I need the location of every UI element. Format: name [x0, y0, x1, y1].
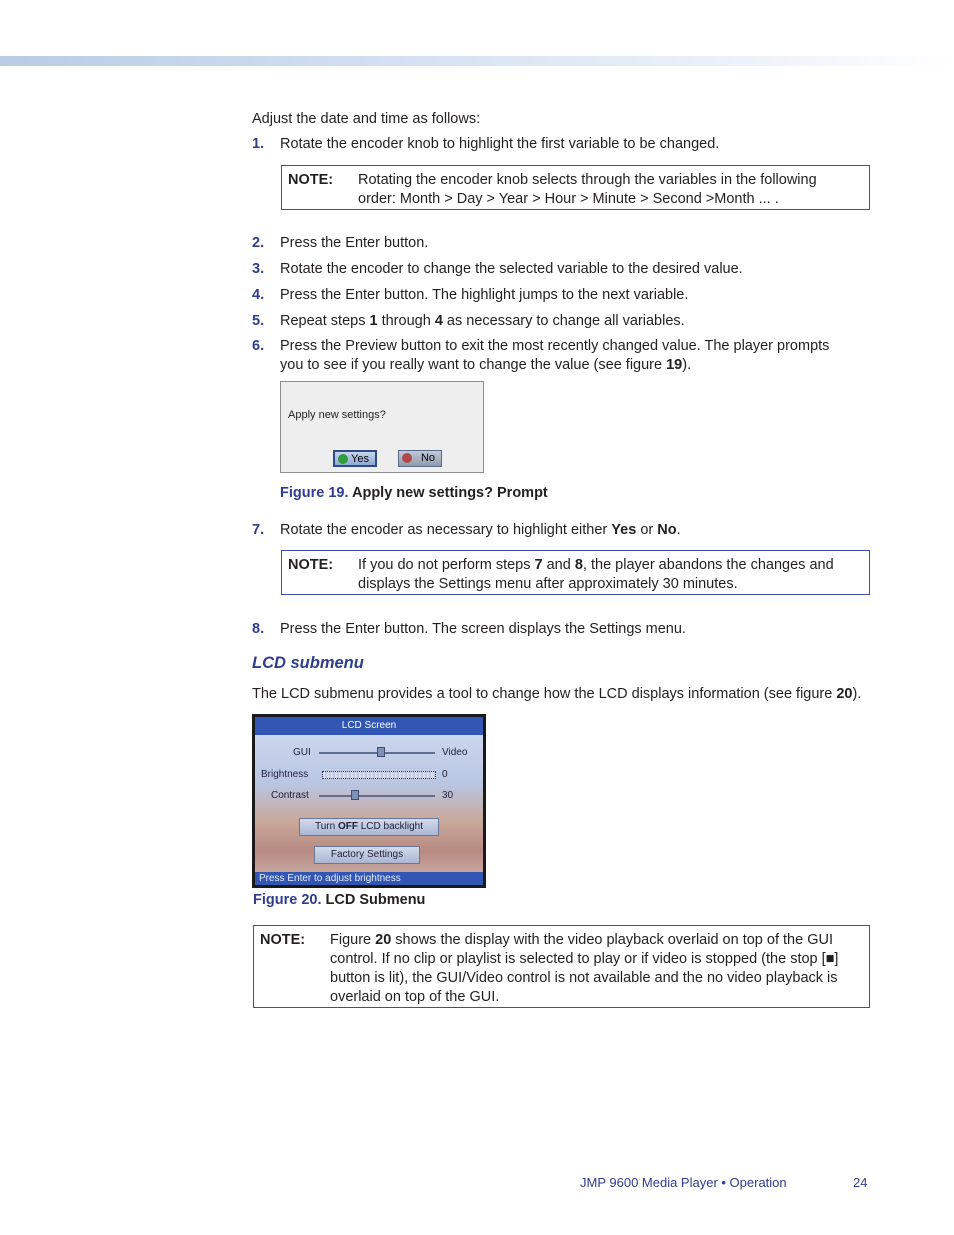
step-text: Press the Enter button. The highlight jumps to the next variable.: [280, 287, 689, 303]
note-line: If you do not perform steps 7 and 8, the player abandons the changes and: [358, 557, 834, 573]
contrast-label: Contrast: [271, 790, 309, 801]
header-band: [0, 56, 954, 66]
step-number: 1.: [252, 136, 265, 152]
lcd-status-bar: Press Enter to adjust brightness: [255, 872, 483, 885]
factory-settings-button[interactable]: Factory Settings: [314, 846, 420, 864]
yes-label: Yes: [351, 453, 369, 465]
note-line: Figure 20 shows the display with the video playback overlaid on top of the GUI: [330, 932, 833, 948]
checkmark-icon: [338, 454, 348, 464]
intro-text: Adjust the date and time as follows:: [252, 111, 481, 127]
note-line: order: Month > Day > Year > Hour > Minute > Second >Month ... .: [358, 191, 779, 207]
step-text: Press the Preview button to exit the most recently changed value. The player prompts you to see if you really want to change the value (see figure 19).: [280, 338, 830, 373]
step-number: 2.: [252, 235, 265, 251]
step-number: 3.: [252, 261, 265, 277]
note-body: [358, 556, 834, 594]
figure-number: Figure 19.: [280, 485, 349, 501]
contrast-value: 30: [442, 790, 454, 801]
note-box-2: [281, 550, 870, 595]
note-box-1: [281, 165, 870, 210]
note-line: overlaid on top of the GUI.: [330, 989, 500, 1005]
cancel-icon: [402, 453, 412, 463]
dialog-prompt: Apply new settings?: [288, 409, 386, 421]
lcd-title: LCD Screen: [341, 720, 397, 731]
step-text: Press the Enter button.: [280, 235, 429, 251]
section-heading: LCD submenu: [252, 654, 364, 672]
step-number: 8.: [252, 621, 265, 637]
note-label: NOTE:: [288, 557, 334, 573]
no-button[interactable]: [398, 450, 442, 467]
gui-label: GUI: [293, 747, 311, 758]
step-text: Press the Enter button. The screen displays the Settings menu.: [280, 621, 686, 637]
lcd-screen: [252, 714, 486, 888]
contrast-slider-track[interactable]: [319, 795, 435, 797]
step-text: Rotate the encoder as necessary to highlight either Yes or No.: [280, 522, 681, 538]
brightness-value: 0: [442, 769, 448, 780]
section-paragraph: The LCD submenu provides a tool to change how the LCD displays information (see figure 20).: [252, 686, 862, 702]
step-number: 6.: [252, 338, 265, 354]
note-line: button is lit), the GUI/Video control is not available and the no video playback is: [330, 970, 838, 986]
footer-title: JMP 9600 Media Player • Operation: [580, 1175, 787, 1190]
page-number: 24: [853, 1175, 868, 1190]
step-text: Rotate the encoder knob to highlight the first variable to be changed.: [280, 136, 720, 152]
note-label: NOTE:: [260, 932, 306, 948]
yes-button[interactable]: [333, 450, 377, 467]
note-label: NOTE:: [288, 172, 334, 188]
backlight-button[interactable]: Turn OFF LCD backlight: [299, 818, 439, 836]
figure-title: Apply new settings? Prompt: [348, 485, 548, 501]
step-text: Rotate the encoder to change the selected variable to the desired value.: [280, 261, 743, 277]
step-text: Repeat steps 1 through 4 as necessary to change all variables.: [280, 313, 685, 329]
note-line: displays the Settings menu after approximately 30 minutes.: [358, 576, 738, 592]
apply-settings-dialog: [280, 381, 484, 473]
note-line: control. If no clip or playlist is selected to play or if video is stopped (the stop [■]: [330, 951, 839, 967]
step-number: 7.: [252, 522, 265, 538]
note-line: Rotating the encoder knob selects through the variables in the following: [358, 172, 817, 188]
figure-title: LCD Submenu: [321, 892, 426, 908]
step-number: 4.: [252, 287, 265, 303]
figure-19-caption: [280, 484, 548, 503]
no-label: No: [420, 452, 435, 464]
gui-video-slider-handle[interactable]: [377, 747, 385, 757]
note-body: [358, 171, 817, 209]
note-box-3: [253, 925, 870, 1008]
step-number: 5.: [252, 313, 265, 329]
video-label: Video: [442, 747, 468, 758]
brightness-label: Brightness: [261, 769, 309, 780]
note-body: [330, 931, 838, 1007]
figure-20-caption: [253, 891, 425, 910]
figure-number: Figure 20.: [253, 892, 322, 908]
contrast-slider-handle[interactable]: [351, 790, 359, 800]
brightness-slider[interactable]: [322, 771, 436, 779]
